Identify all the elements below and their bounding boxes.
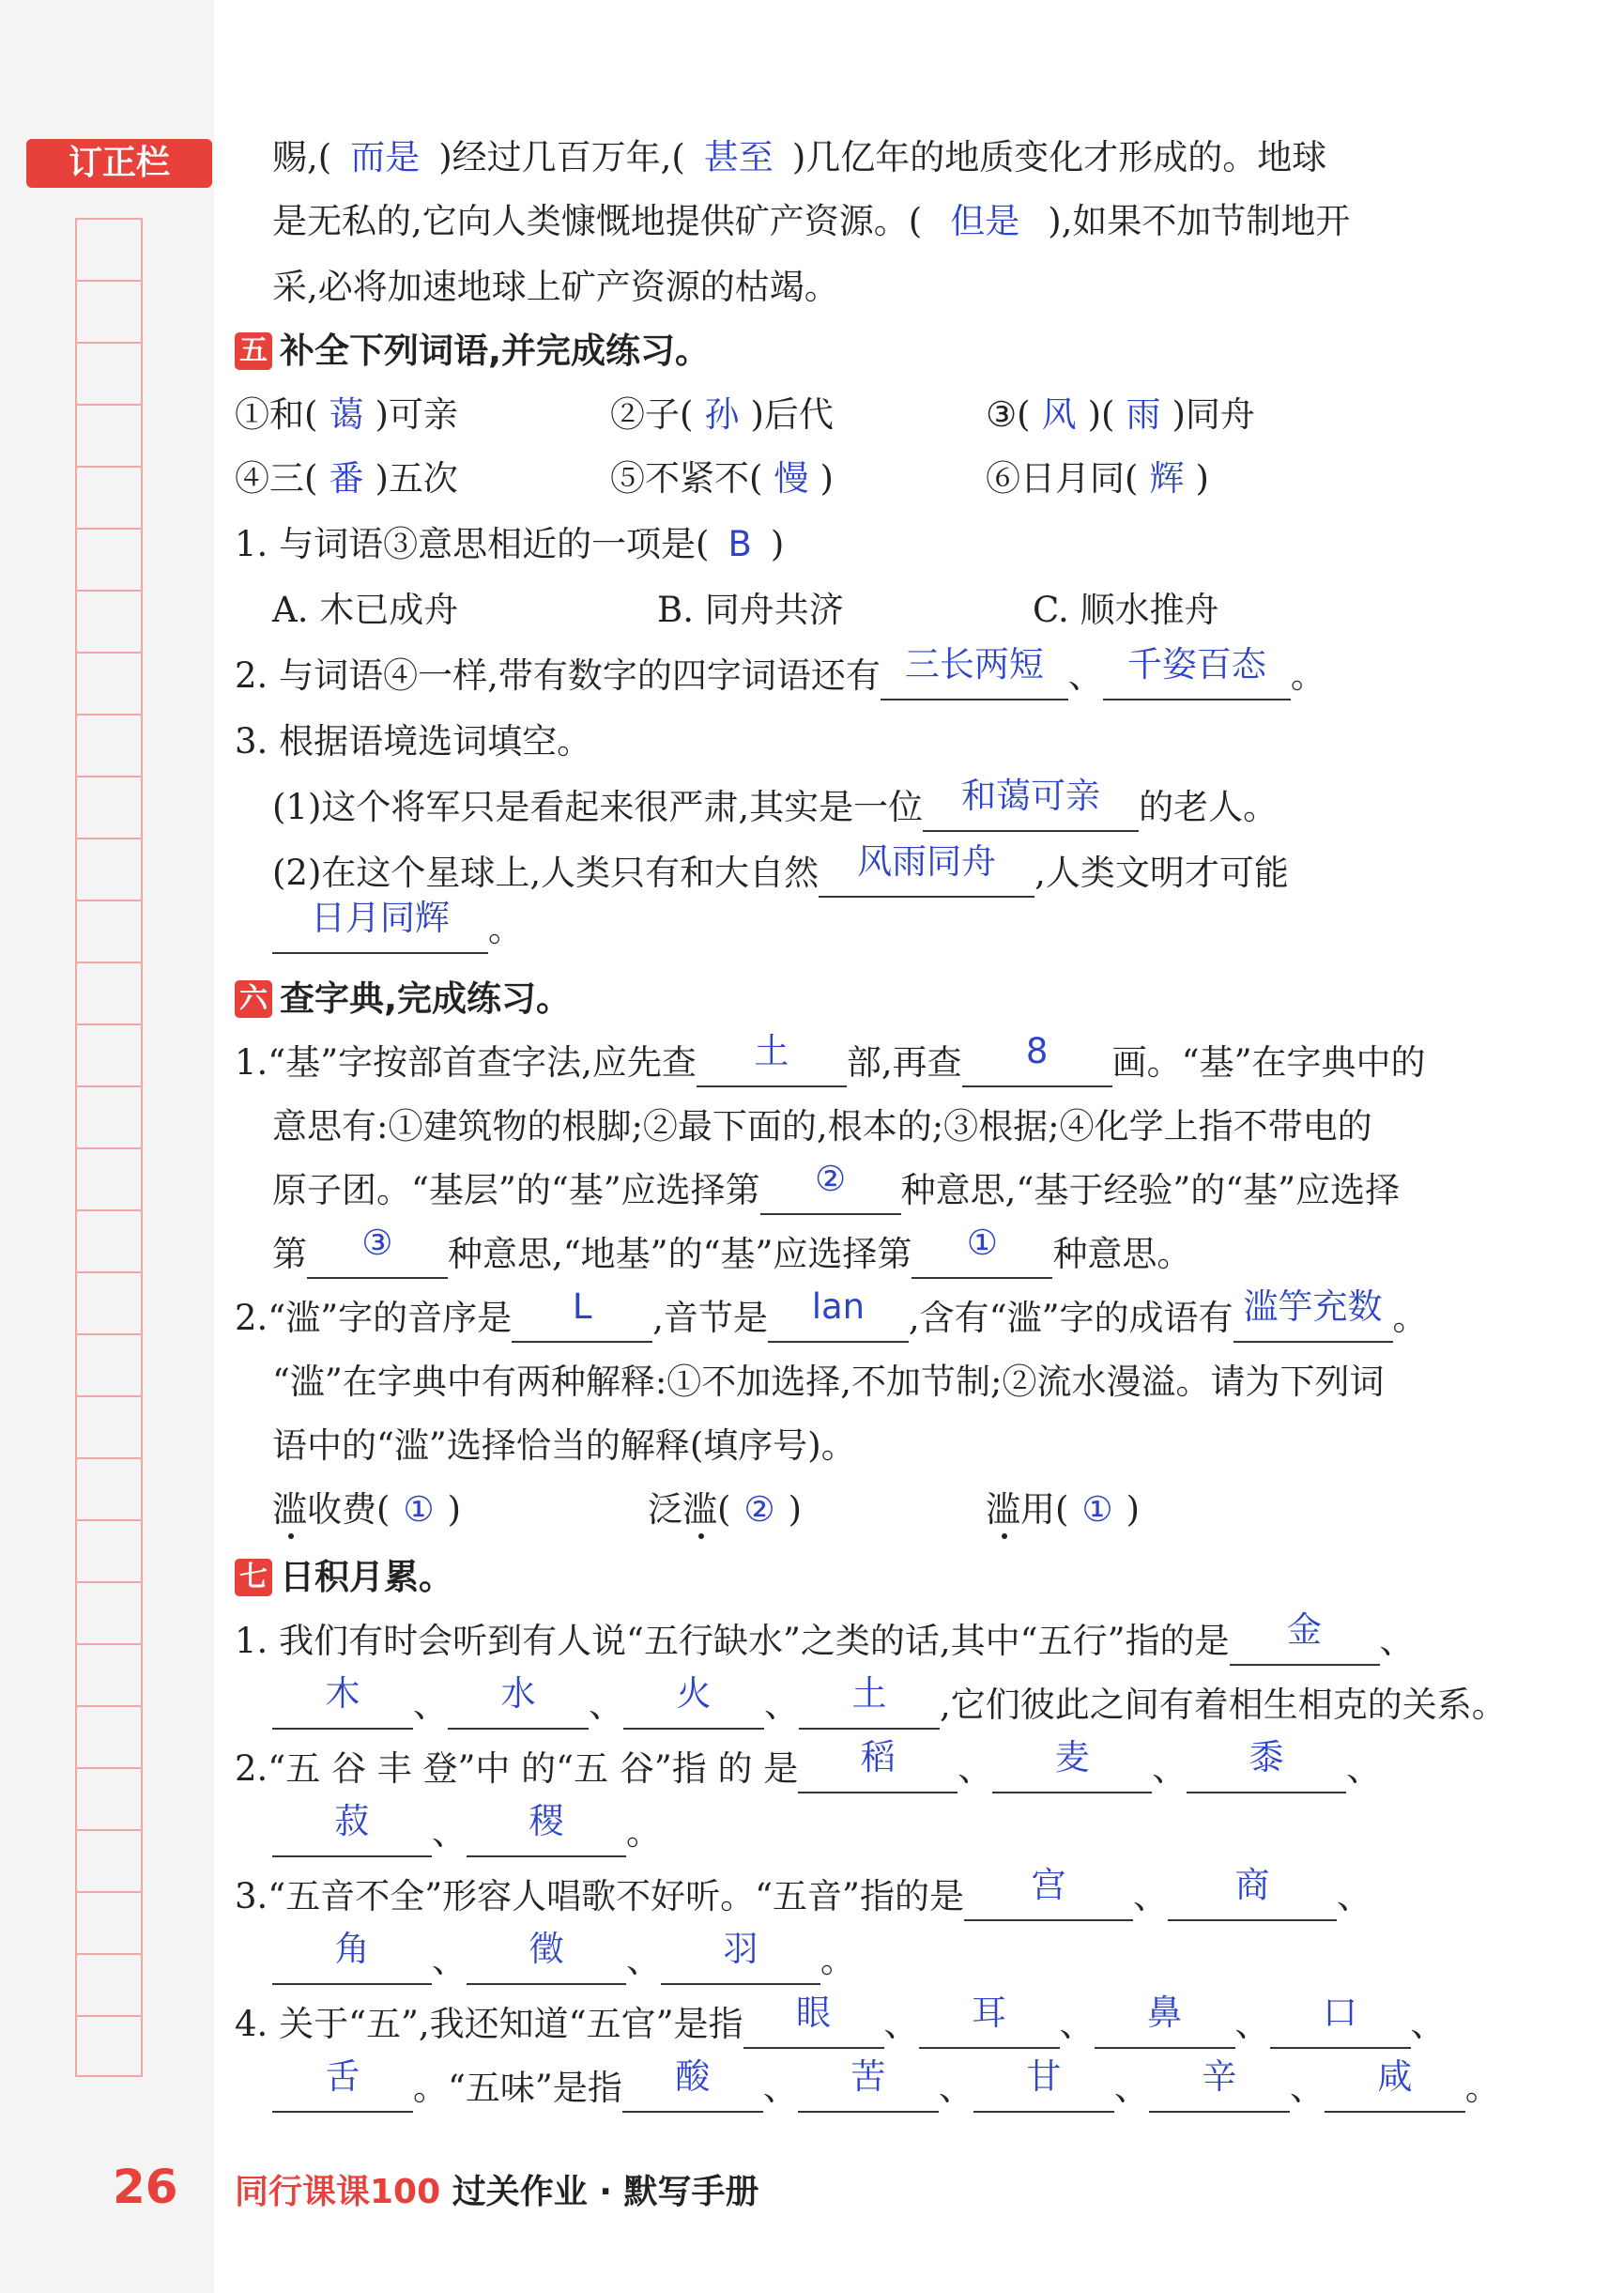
s5-q2: 2. 与词语④一样,带有数字的四字词语还有 三长两短 、 千姿百态 。 — [235, 654, 1325, 700]
s6-q1-c: 原子团。“基层”的“基”应选择第 ② 种意思,“基于经验”的“基”应选择 — [272, 1168, 1400, 1215]
section-5-title: 五 补全下列词语,并完成练习。 — [235, 329, 710, 374]
page-number: 26 — [113, 2160, 178, 2214]
s5-q1-options: A. 木已成舟 B. 同舟共济 C. 顺水推舟 — [272, 590, 1219, 630]
s5-row-2: ④三( 番 )五次 ⑤不紧不( 慢 ) ⑥日月同( 辉 ) — [235, 458, 1209, 499]
section-6-title: 六 查字典,完成练习。 — [235, 977, 571, 1022]
s7-q2-a: 2.“五 谷 丰 登”中 的“五 谷”指 的 是 稻 、 麦 、 黍 、 — [235, 1747, 1381, 1793]
s7-q1-a: 1. 我们有时会听到有人说“五行缺水”之类的话,其中“五行”指的是 金 、 — [235, 1619, 1415, 1666]
s5-q3-1: (1)这个将军只是看起来很严肃,其实是一位 和蔼可亲 的老人。 — [272, 785, 1278, 832]
s7-q3-a: 3.“五音不全”形容人唱歌不好听。“五音”指的是 宫 、 商 、 — [235, 1874, 1371, 1921]
top-line-1: 赐,( 而是 )经过几百万年,( 甚至 )几亿年的地质变化才形成的。地球 — [272, 137, 1327, 177]
s5-q1: 1. 与词语③意思相近的一项是( B ) — [235, 524, 785, 564]
s5-q3-2: (2)在这个星球上,人类只有和大自然 风雨同舟 ,人类文明才可能 — [272, 851, 1289, 898]
revision-grid — [75, 218, 143, 2077]
s6-q1-b: 意思有:①建筑物的根脚;②最下面的,根本的;③根据;④化学上指不带电的 — [272, 1106, 1372, 1146]
section-7-title: 七 日积月累。 — [235, 1555, 453, 1600]
s5-row-1: ①和( 蔼 )可亲 ②子( 孙 )后代 ③( 风 )( 雨 )同舟 — [235, 394, 1255, 435]
book-title: 同行课课100 过关作业 · 默写手册 — [235, 2173, 759, 2211]
top-line-2: 是无私的,它向人类慷慨地提供矿产资源。( 但是 ),如果不加节制地开 — [272, 201, 1351, 241]
s6-q1-a: 1.“基”字按部首查字法,应先查 土 部,再查 8 画。“基”在字典中的 — [235, 1040, 1426, 1087]
revision-sidebar — [0, 0, 214, 2293]
answer: 甚至 — [703, 137, 774, 177]
s5-q3: 3. 根据语境选词填空。 — [235, 721, 592, 762]
s7-q1-b: 木 、 水 、 火 、 土 ,它们彼此之间有着相生相克的关系。 — [272, 1683, 1507, 1730]
answer: 但是 — [950, 201, 1020, 241]
s6-q2-items: 滥收费( ① ) 泛滥( ② ) 滥用( ① ) — [272, 1489, 1141, 1530]
s7-q4-b: 舌 。“五味”是指 酸 、 苦 、 甘 、 辛 、 咸 。 — [272, 2066, 1500, 2113]
answer: 而是 — [350, 137, 421, 177]
s6-q1-d: 第 ③ 种意思,“地基”的“基”应选择第 ① 种意思。 — [272, 1232, 1191, 1279]
s6-q2-c: 语中的“滥”选择恰当的解释(填序号)。 — [272, 1425, 856, 1466]
revision-tag: 订正栏 — [26, 139, 212, 188]
s6-q2-b: “滥”在字典中有两种解释:①不加选择,不加节制;②流水漫溢。请为下列词 — [272, 1362, 1385, 1402]
s7-q4-a: 4. 关于“五”,我还知道“五官”是指 眼 、 耳 、 鼻 、 口 、 — [235, 2002, 1446, 2049]
top-line-3: 采,必将加速地球上矿产资源的枯竭。 — [272, 267, 839, 307]
s6-q2-a: 2.“滥”字的音序是 L ,音节是 lan ,含有“滥”字的成语有 滥竽充数 。 — [235, 1296, 1428, 1343]
s5-q3-2-cont: 日月同辉 。 — [272, 907, 523, 954]
s7-q3-b: 角 、 徵 、 羽 。 — [272, 1938, 855, 1985]
s7-q2-b: 菽 、 稷 。 — [272, 1810, 661, 1857]
